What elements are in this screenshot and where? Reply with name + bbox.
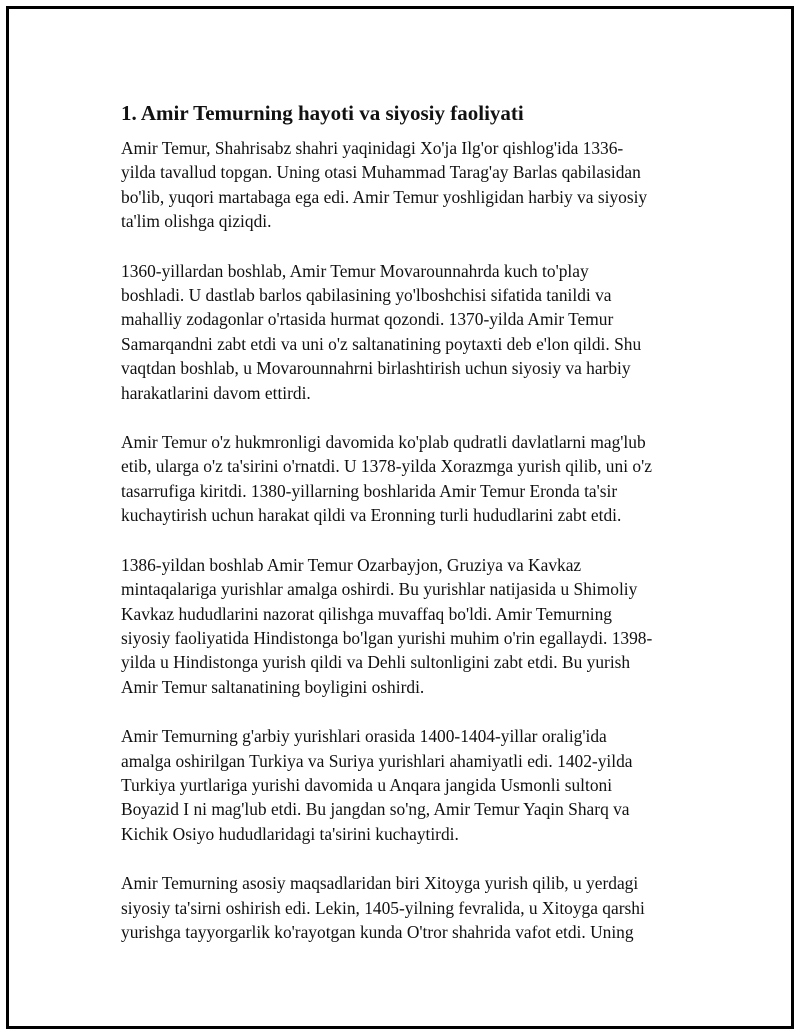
section-heading: 1. Amir Temurning hayoti va siyosiy faoliyati	[121, 101, 524, 125]
paragraph-4: 1386-yildan boshlab Amir Temur Ozarbayjon, Gruziya va Kavkaz mintaqalariga yurishlar amalga oshirdi. Bu yurishlar natijasida u Shimoliy Kavkaz hududlarini nazorat qilishga muvaffaq bo'ldi. Amir Temurning siyosiy faoliyatida Hindistonga bo'lgan yurishi muhim o'rin egallaydi. 1398- yilda u Hindistonga yurish qildi va Dehli sultonligini zabt etdi. Bu yurish Amir Temur saltanatining boyligini oshirdi.	[121, 554, 653, 697]
paragraph-1: Amir Temur, Shahrisabz shahri yaqinidagi Xo'ja Ilg'or qishlog'ida 1336- yilda tavallud topgan. Uning otasi Muhammad Tarag'ay Barlas qabilasidan bo'lib, yuqori martabaga ega edi. Amir Temur yoshligidan harbiy va siyosiy ta'lim olishga qiziqdi.	[121, 138, 648, 232]
page-border	[6, 6, 794, 1029]
paragraph-6: Amir Temurning asosiy maqsadlaridan biri Xitoyga yurish qilib, u yerdagi siyosiy ta'sirni oshirish edi. Lekin, 1405-yilning fevralida, u Xitoyga qarshi yurishga tayyorgarlik ko'rayotgan kunda O'tror shahrida vafot etdi. Uning	[121, 873, 645, 942]
paragraph-5: Amir Temurning g'arbiy yurishlari orasida 1400-1404-yillar oralig'ida amalga oshirilgan Turkiya va Suriya yurishlari ahamiyatli edi. 1402-yilda Turkiya yurtlariga yurishi davomida u Anqara jangida Usmonli sultoni Boyazid I ni mag'lub etdi. Bu jangdan so'ng, Amir Temur Yaqin Sharq va Kichik Osiyo hududlaridagi ta'sirini kuchaytirdi.	[121, 726, 633, 844]
document-body	[121, 99, 691, 969]
paragraph-3: Amir Temur o'z hukmronligi davomida ko'plab qudratli davlatlarni mag'lub etib, ularga o'z ta'sirini o'rnatdi. U 1378-yilda Xorazmga yurish qilib, uni o'z tasarrufiga kiritdi. 1380-yillarning boshlarida Amir Temur Eronda ta'sir kuchaytirish uchun harakat qildi va Eronning turli hududlarini zabt etdi.	[121, 432, 652, 526]
paragraph-2: 1360-yillardan boshlab, Amir Temur Movarounnahrda kuch to'play boshladi. U dastlab barlos qabilasining yo'lboshchisi sifatida tanildi va mahalliy zodagonlar o'rtasida hurmat qozondi. 1370-yilda Amir Temur Samarqandni zabt etdi va uni o'z saltanatining poytaxti deb e'lon qildi. Shu vaqtdan boshlab, u Movarounnahrni birlashtirish uchun siyosiy va harbiy harakatlarini davom ettirdi.	[121, 260, 642, 403]
